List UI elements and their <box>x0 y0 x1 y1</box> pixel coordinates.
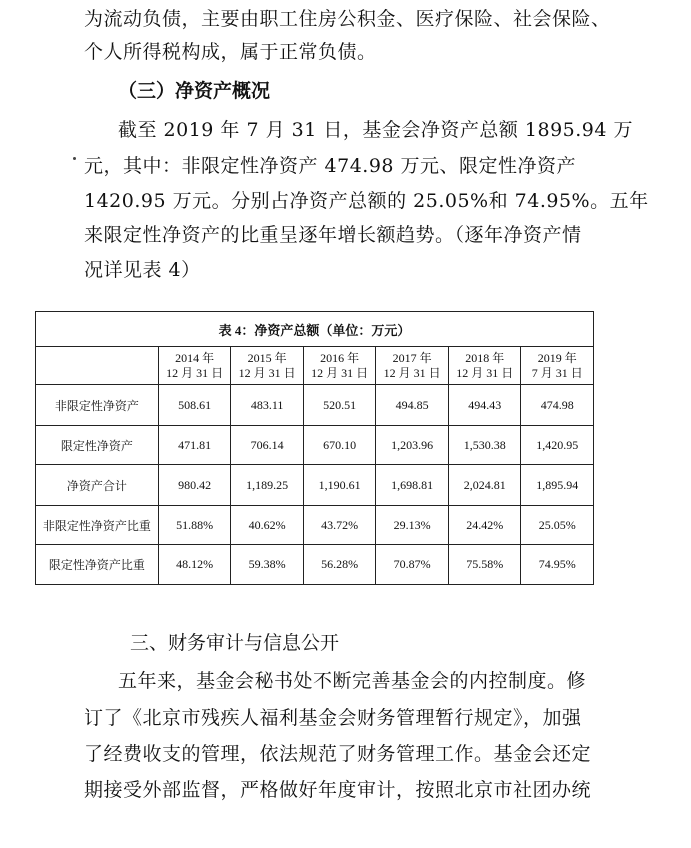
table-row <box>36 506 594 545</box>
column-year: 2014 年 <box>175 350 215 365</box>
row-label: 限定性净资产比重 <box>36 545 159 585</box>
paragraph-line: 1420.95 万元。分别占净资产总额的 25.05%和 74.95%。五年 <box>84 190 649 212</box>
section-subheading: （三）净资产概况 <box>118 80 271 102</box>
table-row <box>36 385 594 426</box>
table-cell: 494.43 <box>448 385 521 426</box>
column-date: 12 月 31 日 <box>311 365 369 380</box>
table-cell: 483.11 <box>231 385 304 426</box>
table-cell: 43.72% <box>303 506 376 545</box>
column-header <box>158 347 231 385</box>
column-header <box>521 347 594 385</box>
table-cell: 24.42% <box>448 506 521 545</box>
table-cell: 59.38% <box>231 545 304 585</box>
table-cell: 1,190.61 <box>303 465 376 506</box>
paragraph-line: 了经费收支的管理，依法规范了财务管理工作。基金会还定 <box>84 743 592 765</box>
table-row <box>36 465 594 506</box>
column-date: 12 月 31 日 <box>456 365 514 380</box>
table-cell: 1,420.95 <box>521 426 594 465</box>
row-label: 非限定性净资产比重 <box>36 506 159 545</box>
table-cell: 70.87% <box>376 545 449 585</box>
table-cell: 40.62% <box>231 506 304 545</box>
table-cell: 471.81 <box>158 426 231 465</box>
column-year: 2015 年 <box>247 350 287 365</box>
paragraph-line: 订了《北京市残疾人福利基金会财务管理暂行规定》，加强 <box>84 707 582 729</box>
paragraph-line: 来限定性净资产的比重呈逐年增长额趋势。（逐年净资产情 <box>84 224 582 246</box>
table-cell: 670.10 <box>303 426 376 465</box>
table-cell: 74.95% <box>521 545 594 585</box>
paragraph-line: 元，其中：非限定性净资产 474.98 万元、限定性净资产 <box>84 155 577 177</box>
section-heading: 三、财务审计与信息公开 <box>130 632 340 654</box>
table-header-blank <box>36 347 159 385</box>
table-caption-row <box>36 312 594 347</box>
column-header <box>376 347 449 385</box>
table-header-row <box>36 347 594 385</box>
column-date: 12 月 31 日 <box>166 365 224 380</box>
table-cell: 1,698.81 <box>376 465 449 506</box>
table-row <box>36 545 594 585</box>
table-cell: 56.28% <box>303 545 376 585</box>
column-year: 2017 年 <box>392 350 432 365</box>
table-cell: 2,024.81 <box>448 465 521 506</box>
row-label: 净资产合计 <box>36 465 159 506</box>
column-date: 7 月 31 日 <box>531 365 583 380</box>
column-date: 12 月 31 日 <box>383 365 441 380</box>
column-year: 2019 年 <box>537 350 577 365</box>
table-cell: 48.12% <box>158 545 231 585</box>
column-year: 2018 年 <box>465 350 505 365</box>
paragraph-line: 截至 2019 年 7 月 31 日，基金会净资产总额 1895.94 万 <box>118 119 634 141</box>
paragraph-line: 期接受外部监督，严格做好年度审计，按照北京市社团办统 <box>84 779 592 801</box>
table-cell: 1,203.96 <box>376 426 449 465</box>
table-row <box>36 426 594 465</box>
net-assets-table <box>35 311 594 585</box>
column-header <box>303 347 376 385</box>
table-cell: 520.51 <box>303 385 376 426</box>
table-cell: 706.14 <box>231 426 304 465</box>
paragraph-line: 五年来，基金会秘书处不断完善基金会的内控制度。修 <box>118 670 587 692</box>
table-cell: 51.88% <box>158 506 231 545</box>
column-header <box>231 347 304 385</box>
column-header <box>448 347 521 385</box>
column-year: 2016 年 <box>320 350 360 365</box>
paragraph-line: 况详见表 4） <box>84 259 201 281</box>
table-cell: 508.61 <box>158 385 231 426</box>
table-caption: 表 4：净资产总额（单位：万元） <box>36 312 594 347</box>
table-cell: 25.05% <box>521 506 594 545</box>
paragraph-line: 个人所得税构成，属于正常负债。 <box>84 41 377 63</box>
table-cell: 494.85 <box>376 385 449 426</box>
row-label: 限定性净资产 <box>36 426 159 465</box>
paragraph-line: 为流动负债，主要由职工住房公积金、医疗保险、社会保险、 <box>84 8 611 30</box>
table-cell: 474.98 <box>521 385 594 426</box>
table-cell: 980.42 <box>158 465 231 506</box>
table-cell: 1,189.25 <box>231 465 304 506</box>
row-label: 非限定性净资产 <box>36 385 159 426</box>
table-cell: 75.58% <box>448 545 521 585</box>
table-cell: 29.13% <box>376 506 449 545</box>
column-date: 12 月 31 日 <box>238 365 296 380</box>
table-cell: 1,895.94 <box>521 465 594 506</box>
scan-mark <box>73 157 76 160</box>
table-cell: 1,530.38 <box>448 426 521 465</box>
